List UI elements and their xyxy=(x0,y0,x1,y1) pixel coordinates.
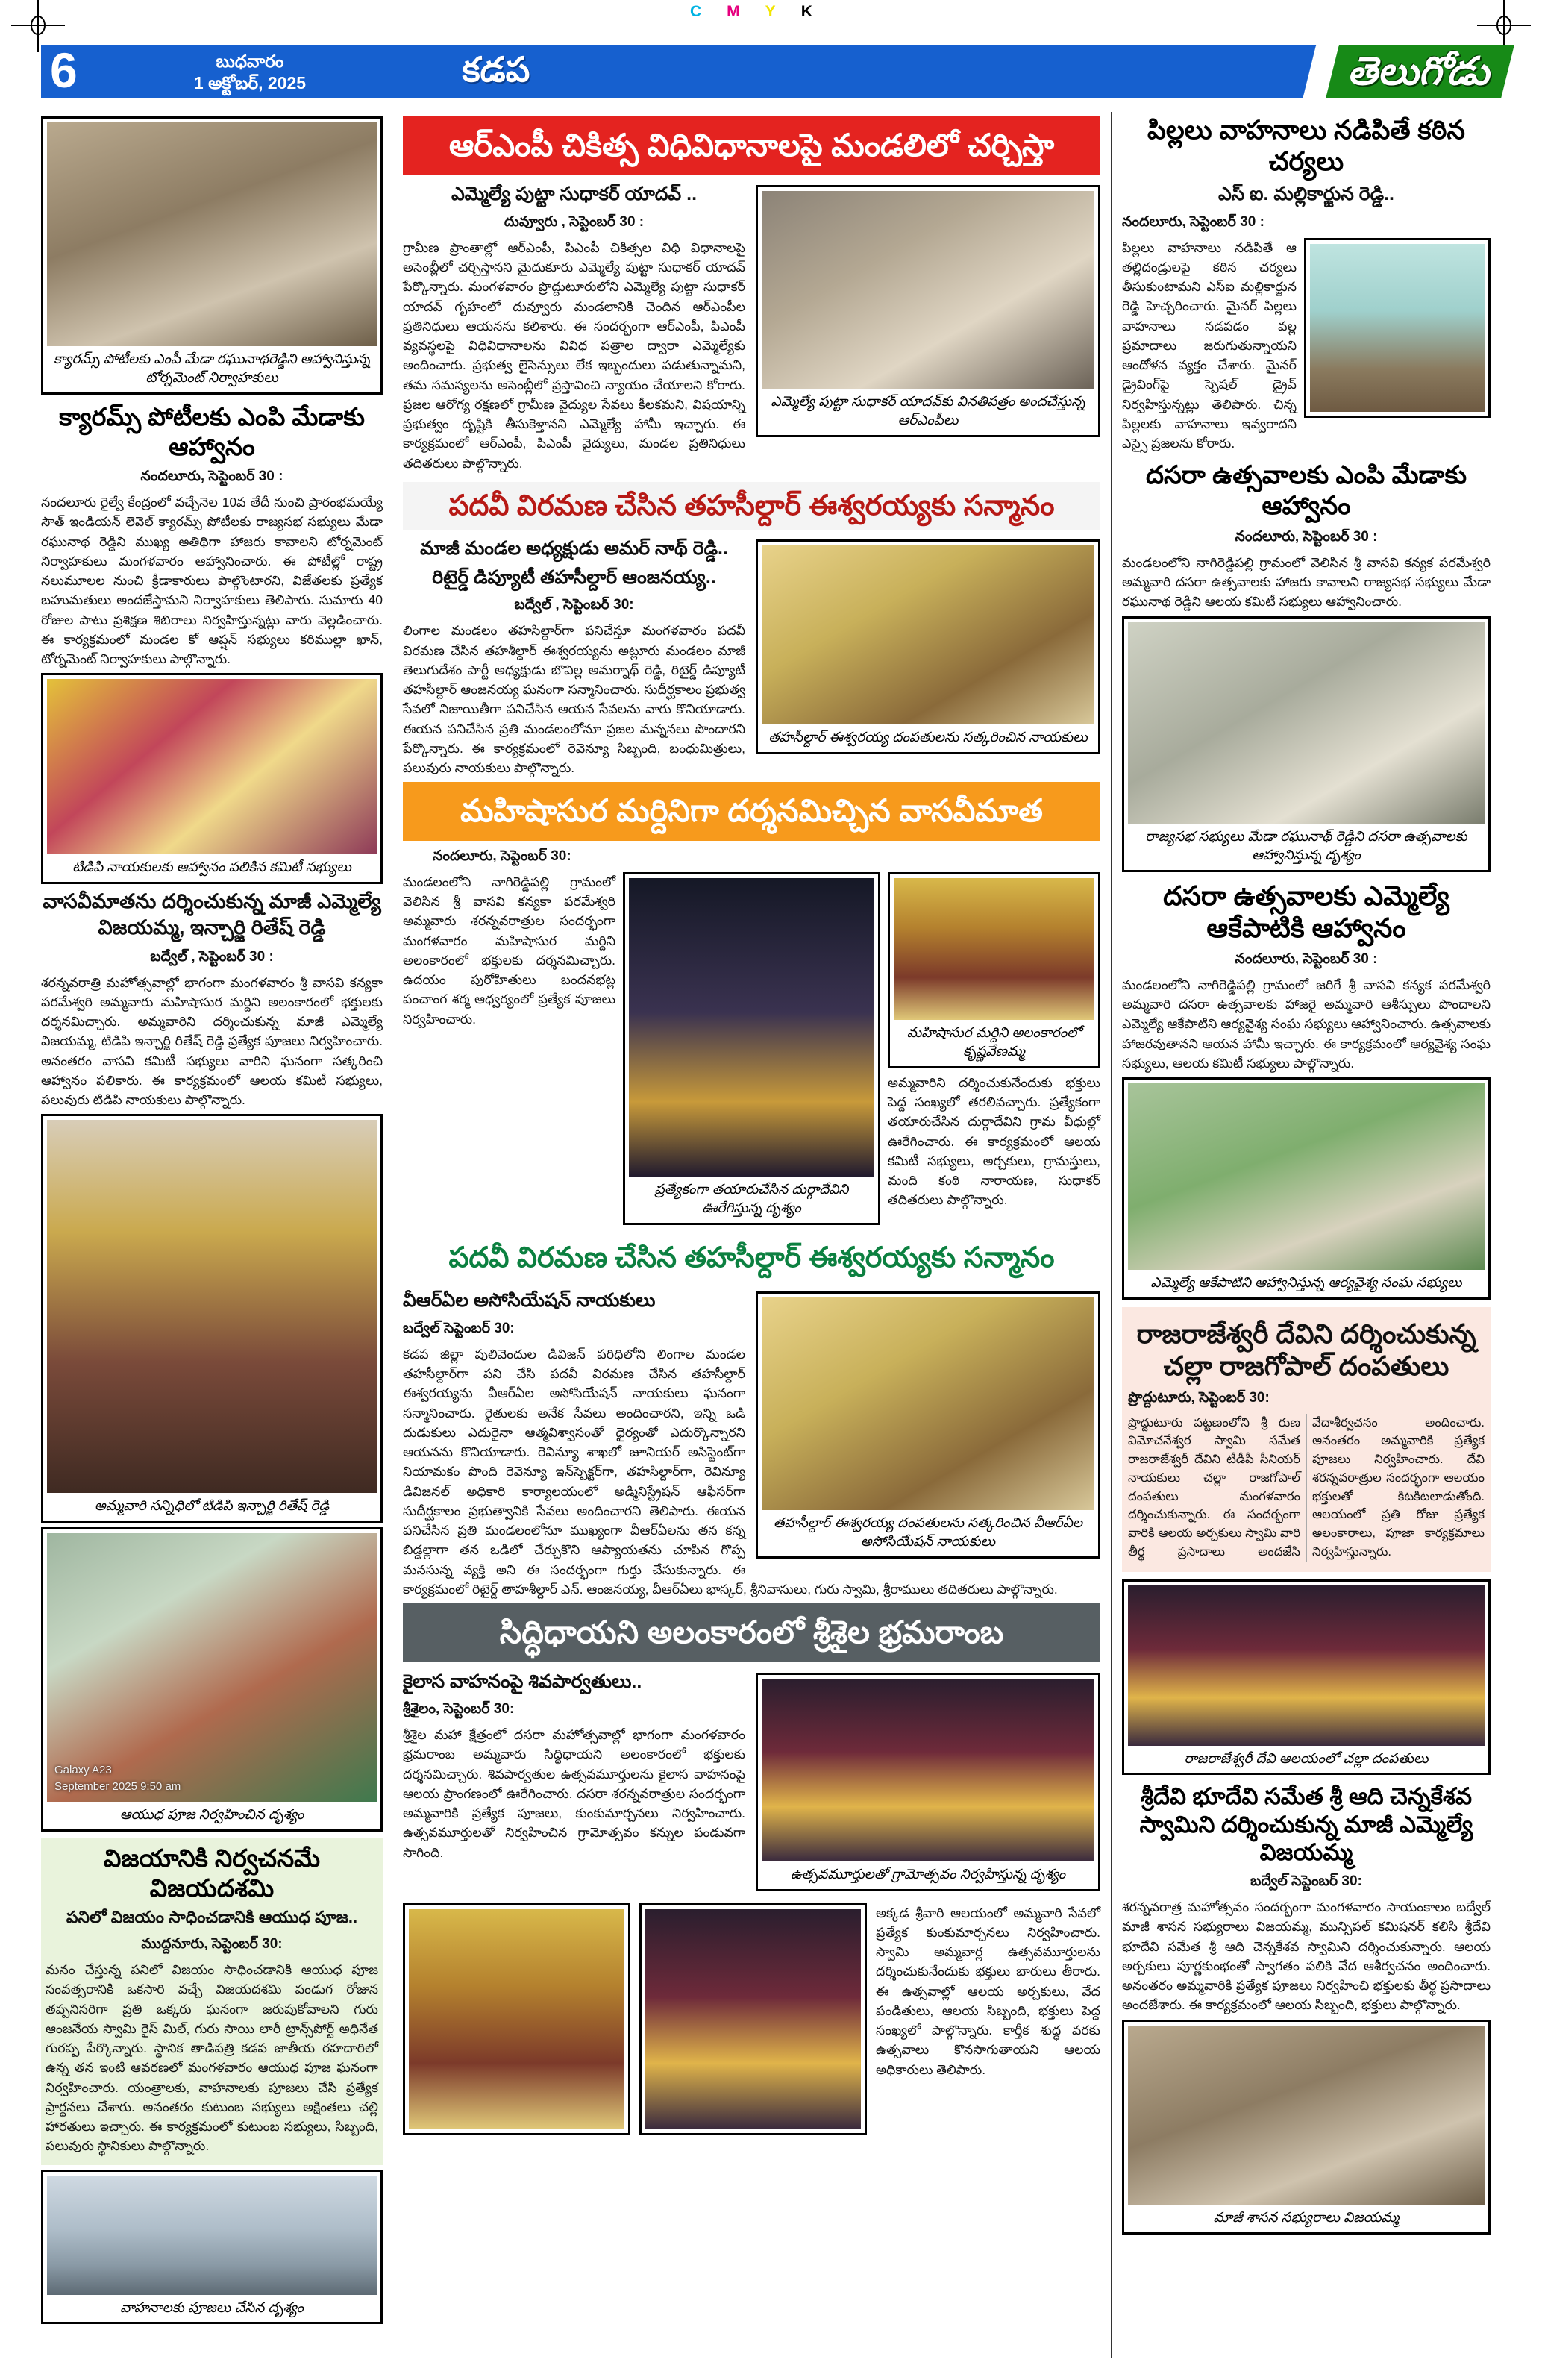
photo-mla-invite xyxy=(1122,1077,1491,1300)
center-column xyxy=(392,112,1112,2358)
headline: దసరా ఉత్సవాలకు ఎంపి మేడాకు ఆహ్వానం xyxy=(1146,461,1467,521)
article-body: నందలూరు రైల్వే కేంద్రంలో వచ్చేనెల 10వ తేదీ నుంచి ప్రారంభమయ్యే సౌత్ ఇండియన్ లెవెల్ క్యారమ్స్ పోటీలకు రాజ్యసభ సభ్యులు మేడా రఘునాథ రెడ్డిని ముఖ్య అతిథిగా హాజరు కావాలని టోర్నమెంట్ నిర్వాహకులు మంగళవారం ఆహ్వానించారు. ఈ పోటీల్లో రాష్ట్ర నలుమూలల నుంచి క్రీడాకారులు పాల్గొంటారని, విజేతలకు ప్రత్యేక బహుమతులు అందజేస్తామని నిర్వాహకులు తెలిపారు. సుమారు 40 రోజుల పాటు ప్రశిక్షణ శిబిరాలు నిర్వహిస్తున్నట్లు వారు వెల్లడించారు. ఈ కార్యక్రమంలో మండల కో ఆప్షన్ సభ్యులు కరిముల్లా ఖాన్, టోర్నమెంట్ నిర్వాహకులు పాల్గొన్నారు. xyxy=(41,495,383,667)
photo-challa-couple xyxy=(1122,1579,1491,1776)
felicitation-photo xyxy=(762,1297,1094,1510)
bottom-photo-row xyxy=(403,1903,1100,2135)
photo-caption: రాజ్యసభ సభ్యులు మేడా రఘునాథ్ రెడ్డిని దసరా ఉత్సవాలకు ఆహ్వానిస్తున్న దృశ్యం xyxy=(1145,827,1467,862)
subhead: కైలాస వాహనంపై శివపార్వతులు.. xyxy=(403,1670,642,1692)
photo-durga-procession xyxy=(623,872,880,1225)
photo-caption: ప్రత్యేకంగా తయారుచేసిన దుర్గాదేవిని ఊరేగిస్తున్న దృశ్యం xyxy=(654,1180,849,1215)
photo-caption: క్యారమ్స్ పోటీలకు ఎంపీ మేడా రఘునాథరెడ్డిని ఆహ్వానిస్తున్న టోర్నమెంట్ నిర్వాహకులు xyxy=(54,351,370,385)
headline: రాజరాజేశ్వరీ దేవిని దర్శించుకున్న చల్లా రాజగోపాల్ దంపతులు xyxy=(1136,1318,1476,1382)
article-chennakesava-darshan xyxy=(1122,1782,1491,2234)
headline: శ్రీదేవి భూదేవి సమేత శ్రీ ఆది చెన్నకేశవ స్వామిని దర్శించుకున్న మాజీ ఎమ్మెల్యే విజయమ్మ xyxy=(1139,1783,1473,1865)
photo-caption: ఆయుధ పూజ నిర్వహించిన దృశ్యం xyxy=(119,1806,304,1823)
edition-name: కడప xyxy=(462,50,530,89)
date-block xyxy=(153,51,347,94)
dateline: నందలూరు, సెప్టెంబర్ 30 : xyxy=(1122,213,1264,230)
left-column xyxy=(41,112,392,2358)
banner-headline: మహిషాసుర మర్దినిగా దర్శనమిచ్చిన వాసవీమాత xyxy=(403,782,1100,840)
content-columns xyxy=(41,112,1501,2358)
cyan-mark: C xyxy=(690,3,702,20)
subhead: ఎస్ ఐ. మల్లికార్జున రెడ్డి.. xyxy=(1218,184,1394,204)
photo-vijayamma xyxy=(1122,2020,1491,2235)
dateline: నందలూరు, సెప్టెంబర్ 30: xyxy=(433,848,571,864)
banner-headline: సిద్ధిధాయని అలంకారంలో శ్రీశైల భ్రమరాంబ xyxy=(403,1603,1100,1662)
temple-photo xyxy=(1128,1585,1485,1746)
temple-photo xyxy=(762,1679,1094,1861)
photo-caption: తహసీల్దార్ ఈశ్వరయ్య దంపతులను సత్కరించిన నాయకులు xyxy=(768,729,1088,745)
photo-caption: ఎమ్మెల్యే ఆకేపాటిని ఆహ్వానిస్తున్న ఆర్యవైశ్య సంఘ సభ్యులు xyxy=(1150,1274,1462,1291)
article-body: మండలంలోని నాగిరెడ్డిపల్లి గ్రామంలో జరిగే శ్రీ వాసవి కన్యక పరమేశ్వరి అమ్మవారి దసరా ఉత్సవాలకు హాజరై అమ్మవారి ఆశీస్సులు పొందాలని ఎమ్మెల్యే ఆకేపాటిని ఆర్యవైశ్య సంఘ సభ్యులు ఆహ్వానించారు. ఉత్సవాలకు హాజరవుతానని ఆయన హామీ ఇచ్చారు. ఈ కార్యక్రమంలో ఆర్యవైశ్య సంఘ సభ్యులు, ఆలయ కమిటీ సభ్యులు పాల్గొన్నారు. xyxy=(1122,977,1491,1071)
article-dasara-mp-meda xyxy=(1122,460,1491,871)
article-srisaila-bhramaramba xyxy=(403,1603,1100,2135)
photo-caption: తహసీల్దార్ ఈశ్వరయ్య దంపతులను సత్కరించిన వీఆర్ఏల అసోసియేషన్ నాయకులు xyxy=(773,1515,1083,1550)
article-panel xyxy=(1122,1307,1491,1571)
dateline: నందలూరు, సెప్టెంబర్ 30 : xyxy=(140,469,283,485)
headline: పదవీ విరమణ చేసిన తహసీల్దార్ ఈశ్వరయ్యకు సన్మానం xyxy=(403,482,1100,531)
garland-photo xyxy=(47,679,377,854)
photo-vehicles xyxy=(41,2170,383,2325)
photo-gramotsavam xyxy=(756,1673,1100,1891)
photo-watermark: September 2025 9:50 am xyxy=(54,1780,181,1794)
headline: వాసవీమాతను దర్శించుకున్న మాజీ ఎమ్మెల్యే విజయమ్మ, ఇన్చార్జి రితేష్ రెడ్డి xyxy=(43,890,381,939)
newspaper-logo: తెలుగోడు xyxy=(1347,50,1489,93)
headline: క్యారమ్స్ పోటీలకు ఎంపి మేడాకు ఆహ్వానం xyxy=(59,402,365,460)
indoor-photo xyxy=(1128,2026,1485,2205)
subhead: ఎమ్మెల్యే పుట్టా సుధాకర్ యాదవ్ .. xyxy=(451,184,698,205)
article-tahsildar-felicitation-2 xyxy=(403,1234,1100,1599)
text-column xyxy=(403,872,615,1225)
dateline: ముద్దనూరు, సెప్టెంబర్ 30: xyxy=(141,1936,283,1952)
photo-caption: రాజరాజేశ్వరీ దేవి ఆలయంలో చల్లా దంపతులు xyxy=(1184,1750,1429,1766)
photo-caption: ఎమ్మెల్యే పుట్టా సుధాకర్ యాదవ్‌కు వినతిపత్రం అందచేస్తున్న ఆర్ఎంపీలు xyxy=(771,393,1085,428)
photo-tdp-welcome xyxy=(41,673,383,884)
felicitation-photo xyxy=(762,545,1094,724)
group-photo xyxy=(1128,622,1485,824)
article-body: అమ్మవారిని దర్శించుకునేందుకు భక్తులు పెద్ద సంఖ్యలో తరలివచ్చారు. ప్రత్యేకంగా తయారుచేసిన దుర్గాదేవిని గ్రామ వీధుల్లో ఊరేగించారు. ఈ కార్యక్రమంలో ఆలయ కమిటీ సభ్యులు, అర్చకులు, గ్రామస్తులు, మంది కంఠి నారాయణ, సుధాకర్ తదితరులు పాల్గొన్నారు. xyxy=(888,1074,1100,1208)
article-body: అక్కడ శ్రీవారి ఆలయంలో అమ్మవారి సేవలో ప్రత్యేక కుంకుమార్చనలు నిర్వహించారు. స్వామి అమ్మవార్ల ఉత్సవమూర్తులను దర్శించుకునేందుకు భక్తులు బారులు తీరారు. ఈ ఉత్సవాల్లో ఆలయ అర్చకులు, వేద పండితులు, ఆలయ సిబ్బంది, భక్తులు పెద్ద సంఖ్యలో పాల్గొన్నారు. కార్తీక శుద్ధ వరకు ఉత్సవాలు కొనసాగుతాయని ఆలయ అధికారులు తెలిపారు. xyxy=(876,1905,1100,2077)
article-body: మండలంలోని నాగిరెడ్డిపల్లి గ్రామంలో వెలిసిన శ్రీ వాసవి కన్యక పరమేశ్వరి అమ్మవారి దసరా ఉత్సవాలకు హాజరు కావాలని రాజ్యసభ సభ్యులు మేడా రఘునాథ రెడ్డిని ఆలయ కమిటీ సభ్యులు ఆహ్వానించారు. xyxy=(1122,554,1491,610)
article-panel xyxy=(41,1838,383,2164)
priest-photo xyxy=(47,1120,377,1493)
photo-mp-invite xyxy=(1122,616,1491,872)
article-body: శరన్నవరాత్ర మహోత్సవం సందర్భంగా మంగళవారం సాయంకాలం బద్వేల్ మాజీ శాసన సభ్యురాలు విజయమ్మ, మున్సిపల్ కమిషనర్ కలిసి శ్రీదేవి భూదేవి సమేత శ్రీ ఆది చెన్నకేశవ స్వామిని దర్శించుకున్నారు. ఆలయ అర్చకులు పూర్ణకుంభంతో స్వాగతం పలికి వేద ఆశీర్వచనం అందించారు. అనంతరం అమ్మవారికి ప్రత్యేక పూజలు నిర్వహించి భక్తులకు తీర్థ ప్రసాదాలు అందజేశారు. ఈ కార్యక్రమంలో ఆలయ సిబ్బంది, భక్తులు పాల్గొన్నారు. xyxy=(1122,1900,1491,2013)
magenta-mark: M xyxy=(727,3,740,20)
photo-caption: అమ్మవారి సన్నిధిలో టిడిపి ఇన్చార్జి రితేష్ రెడ్డి xyxy=(94,1497,330,1514)
photo-caption: ఉత్సవమూర్తులతో గ్రామోత్సవం నిర్వహిస్తున్న దృశ్యం xyxy=(790,1865,1066,1882)
article-rmp-discussion xyxy=(403,116,1100,473)
meeting-photo xyxy=(762,191,1094,389)
photo-carroms-invite xyxy=(41,116,383,395)
article-vasavi-mata-left xyxy=(41,673,383,1523)
pooja-photo xyxy=(47,1533,377,1802)
photo-felicitation xyxy=(756,539,1100,754)
headline: పిల్లలు వాహనాలు నడిపితే కఠిన చర్యలు xyxy=(1147,116,1465,176)
right-column xyxy=(1112,112,1491,2358)
black-mark: K xyxy=(800,3,812,20)
photo-ritesh-reddy xyxy=(41,1114,383,1523)
article-vijayadashami xyxy=(41,1527,383,2324)
deity-photo xyxy=(894,878,1094,1020)
page-number: 6 xyxy=(50,43,78,98)
date: 1 అక్టోబర్, 2025 xyxy=(193,72,307,93)
photo-si xyxy=(1304,238,1491,418)
headline: దసరా ఉత్సవాలకు ఎమ్మెల్యే ఆకేపాటికి ఆహ్వానం xyxy=(1163,880,1449,943)
subhead: పనిలో విజయం సాధించడానికి ఆయుధ పూజ.. xyxy=(66,1908,358,1927)
photo-deity-closeup-2 xyxy=(639,1903,867,2135)
photo-caption: మాజీ శాసన సభ్యురాలు విజయమ్మ xyxy=(1213,2208,1400,2225)
dateline: బద్వేల్ , సెప్టెంబర్ 30: xyxy=(514,597,634,613)
article-rajarajeswari-darshan xyxy=(1122,1307,1491,1775)
dateline: నందలూరు, సెప్టెంబర్ 30 : xyxy=(1235,951,1378,967)
carroms-photo xyxy=(47,122,377,346)
outdoor-photo xyxy=(1128,1083,1485,1270)
police-photo xyxy=(1310,244,1485,412)
photo-memorandum xyxy=(756,185,1100,437)
photo-caption: మహిషాసుర మర్దిని అలంకారంలో కృష్ణవేణమ్మ xyxy=(906,1024,1082,1059)
photo-caption: టిడిపి నాయకులకు ఆహ్వానం పలికిన కమిటీ సభ్యులు xyxy=(72,859,351,875)
vehicles-photo xyxy=(47,2176,377,2295)
photo-caption: వాహనాలకు పూజలు చేసిన దృశ్యం xyxy=(120,2299,304,2315)
cmyk-marks xyxy=(690,3,838,21)
headline: పదవీ విరమణ చేసిన తహసీల్దార్ ఈశ్వరయ్యకు సన్మానం xyxy=(448,1241,1055,1274)
dateline: బద్వేల్ సెప్టెంబర్ 30: xyxy=(1250,1873,1362,1890)
article-carroms xyxy=(41,116,383,668)
subhead: మాజీ మండల అధ్యక్షుడు అమర్ నాథ్ రెడ్డి.. xyxy=(420,538,728,560)
deity-photo xyxy=(645,1909,861,2129)
article-body: గ్రామీణ ప్రాంతాల్లో ఆర్ఎంపీ, పిఎంపీ చికిత్సల విధి విధానాలపై అసెంబ్లీలో చర్చిస్తానని మైదుకూరు ఎమ్మెల్యే పుట్టా సుధాకర్ యాదవ్ పేర్కొన్నారు. మంగళవారం ప్రొద్దుటూరులోని ఎమ్మెల్యే పుట్టా సుధాకర్ యాదవ్ గృహంలో దువ్వూరు మండలానికి చెందిన ఆర్ఎంపీల ప్రతినిధులు ఆయనను కలిశారు. ఈ సందర్భంగా ఆర్ఎంపీ, పిఎంపీ వ్యవస్థలపై విధివిధానాలను వివిధ పత్రాల ద్వారా ఎమ్మెల్యేకు అందించారు. ప్రభుత్వ లైసెన్సులు లేక ఇబ్బందులు పడుతున్నామని, తమ సమస్యలను అసెంబ్లీలో ప్రస్తావించి న్యాయం చేయాలని కోరారు. ప్రజల ఆరోగ్య రక్షణలో గ్రామీణ వైద్యుల సేవలు కీలకమని, విషయాన్ని ప్రభుత్వం దృష్టికి తీసుకెళ్తానని ఎమ్మెల్యే హామీ ఇచ్చారు. ఈ కార్యక్రమంలో ఆర్ఎంపీ, పిఎంపీ వైద్యులు, మండల ప్రతినిధులు తదితరులు పాల్గొన్నారు. xyxy=(403,239,745,471)
article-body: లింగాల మండలం తహసిల్దార్‌గా పనిచేస్తూ మంగళవారం పదవీ విరమణ చేసిన తహశీల్దార్ ఈశ్వరయ్యను అట్లూరు మండలం మాజీ తెలుగుదేశం పార్టీ అధ్యక్షుడు బొవిల్ల అమర్నాథ్ రెడ్డి, రిటైర్డ్ డిప్యూటీ తహసీల్దార్ ఆంజనయ్య ఘనంగా సన్మానించారు. సుదీర్ఘకాలం ప్రభుత్వ సేవలో నిజాయితీగా పనిచేసిన ఆయన సేవలను వారు కొనియాడారు. ఈయన పనిచేసిన ప్రతి మండలంలోనూ ప్రజల మన్ననలు పొందారని పేర్కొన్నారు. ఈ కార్యక్రమంలో రెవెన్యూ సిబ్బంది, బంధుమిత్రులు, పలువురు నాయకులు పాల్గొన్నారు. xyxy=(403,623,745,776)
yellow-mark: Y xyxy=(765,3,776,20)
dateline: శ్రీశైలం, సెప్టెంబర్ 30: xyxy=(403,1701,515,1717)
article-body: శ్రీశైల మహా క్షేత్రంలో దసరా మహోత్సవాల్లో భాగంగా మంగళవారం భ్రమరాంబ అమ్మవారు సిద్ధిధాయని అలంకారంలో భక్తులకు దర్శనమిచ్చారు. శివపార్వతుల ఉత్సవమూర్తులను కైలాస వాహనంపై ఆలయ ప్రాంగణంలో ఊరేగించారు. దసరా శరన్నవరాత్రుల సందర్భంగా అమ్మవారికి ప్రత్యేక పూజలు, కుంకుమార్చనలు నిర్వహించారు. ఉత్సవమూర్తులతో నిర్వహించిన గ్రామోత్సవం కన్నుల పండువగా సాగింది. xyxy=(403,1727,745,1860)
photo-krishnavenamma xyxy=(888,872,1100,1068)
article-body: ప్రొద్దుటూరు పట్టణంలోని శ్రీ రుణ విమోచనేశ్వర స్వామి సమేత రాజరాజేశ్వరీ దేవిని టీడీపీ సీనియర్ నాయకులు చల్లా రాజగోపాల్ దంపతులు మంగళవారం దర్శించుకున్నారు. ఈ సందర్భంగా వారికి ఆలయ అర్చకులు స్వామి వారి తీర్థ ప్రసాదాలు అందజేసి వేదాశీర్వచనం అందించారు. అనంతరం అమ్మవారికి ప్రత్యేక పూజలు నిర్వహించారు. దేవి శరన్నవరాత్రుల సందర్భంగా ఆలయం భక్తులతో కిటకిటలాడుతోంది. ఆలయంలో ప్రతి రోజు ప్రత్యేక అలంకారాలు, పూజా కార్యక్రమాలు నిర్వహిస్తున్నారు. xyxy=(1128,1415,1485,1559)
subhead: రిటైర్డ్ డిప్యూటీ తహసీల్దార్ ఆంజనయ్య.. xyxy=(432,566,716,588)
article-minor-driving xyxy=(1122,115,1491,453)
dateline: దువ్వూరు , సెప్టెంబర్ 30 : xyxy=(504,213,645,230)
article-body: కడప జిల్లా పులివెందుల డివిజన్ పరిధిలోని లింగాల మండల తహసీల్దార్‌గా పని చేసి పదవీ విరమణ చేసిన తహసీల్దార్ ఈశ్వరయ్యను వీఆర్ఏల అసోసియేషన్ నాయకులు ఘనంగా సన్మానించారు. రైతులకు అనేక సేవలు అందించారని, ఇన్ని ఒడి దుడుకులు ఎదురైనా ఆత్మవిశ్వాసంతో ధైర్యంతో ఎదుర్కొన్నారని ఆయనను కొనియాడారు. రెవిన్యూ శాఖలో జూనియర్ అసిస్టెంట్‌గా నియామకం పొంది రెవెన్యూ ఇన్‌స్పెక్టర్‌గా, తహసిల్దార్‌గా, రెవిన్యూ డివిజనల్ అధికారి కార్యాలయంలో అడ్మినిస్ట్రేషన్ ఆఫీసర్‌గా సుదీర్ఘకాలం ప్రభుత్వానికి సేవలు అందించారని తెలిపారు. ఈయన పనిచేసిన ప్రతి మండలంలోనూ ముఖ్యంగా వీఆర్ఏలను తన కన్న బిడ్డల్లాగా తన ఒడిలో చేర్చుకొని ఆప్యాయతను చూపిన గొప్ప మనసున్న వ్యక్తి అని ఈ సందర్భంగా గుర్తు చేసుకున్నారు. ఈ కార్యక్రమంలో రిటైర్డ్ తాహశీల్దార్ ఎన్. ఆంజనయ్య, వీఆర్ఏలు భాస్కర్, శ్రీనివాసులు, గురు స్వామి, శ్రీరాములు తదితరులు పాల్గొన్నారు. xyxy=(403,1346,1058,1597)
article-layout-row xyxy=(403,872,1100,1225)
article-dasara-mla-akepati xyxy=(1122,880,1491,1300)
article-body: పిల్లలు వాహనాలు నడిపితే ఆ తల్లిదండ్రులపై కఠిన చర్యలు తీసుకుంటామని ఎస్ఐ మల్లికార్జున రెడ్డి హెచ్చరించారు. మైనర్ పిల్లలు వాహనాలు నడపడం వల్ల ప్రమాదాలు జరుగుతున్నాయని ఆందోళన వ్యక్తం చేశారు. మైనర్ డ్రైవింగ్‌పై స్పెషల్ డ్రైవ్ నిర్వహిస్తున్నట్లు తెలిపారు. చిన్న పిల్లలకు వాహనాలు ఇవ్వరాదని ఎస్సై ప్రజలను కోరారు. xyxy=(1122,239,1297,451)
dateline: బద్వేల్ , సెప్టెంబర్ 30 : xyxy=(150,948,274,965)
weekday: బుధవారం xyxy=(216,51,284,71)
article-body: మనం చేస్తున్న పనిలో విజయం సాధించడానికి ఆయుధ పూజ సంవత్సరానికి ఒకసారి వచ్చే విజయదశమి పండుగ రోజున తప్పనిసరిగా ప్రతి ఒక్కరు ఘనంగా జరుపుకోవాలని గురు ఆంజనేయ స్వామి రైస్ మిల్, గురు సాయి లారీ ట్రాన్స్‌పోర్ట్ అధినేత గురప్ప పేర్కొన్నారు. స్థానిక తాడిపత్రి కడప జాతీయ రహదారిలో ఉన్న తన ఇంటి ఆవరణలో మంగళవారం ఆయుధ పూజ ఘనంగా నిర్వహించారు. యంత్రాలకు, వాహనాలకు పూజలు చేసి ప్రత్యేక ప్రార్థనలు చేశారు. అనంతరం కుటుంబ సభ్యులు అక్షింతలు చల్లి హారతులు ఇచ్చారు. ఈ కార్యక్రమంలో కుటుంబ సభ్యులు, సిబ్బంది, పలువురు స్థానికులు పాల్గొన్నారు. xyxy=(46,1962,378,2154)
article-tahsildar-felicitation-1 xyxy=(403,482,1100,778)
text-column xyxy=(888,872,1100,1225)
banner-headline: ఆర్ఎంపీ చికిత్స విధివిధానాలపై మండలిలో చర్చిస్తా xyxy=(403,116,1100,175)
headline: విజయానికి నిర్వచనమే విజయదశమి xyxy=(103,1844,321,1902)
deity-photo xyxy=(409,1909,624,2129)
photo-deity-closeup-1 xyxy=(403,1903,630,2135)
procession-photo xyxy=(629,878,874,1177)
photo-vra-felicitation xyxy=(756,1291,1100,1559)
subhead: వీఆర్ఏల అసోసియేషన్ నాయకులు xyxy=(403,1290,656,1312)
article-body: మండలంలోని నాగిరెడ్డిపల్లి గ్రామంలో వెలిసిన శ్రీ వాసవి కన్యకా పరమేశ్వరి అమ్మవారు శరన్నవరాత్రుల సందర్భంగా మంగళవారం మహిషాసుర మర్దిని అలంకారంలో భక్తులకు దర్శనమిచ్చారు. ఉదయం పురోహితులు బందనభట్ల పంచాంగ శర్మ ఆధ్వర్యంలో ప్రత్యేక పూజలు నిర్వహించారు. xyxy=(403,874,615,1027)
dateline: ప్రొద్దుటూరు, సెప్టెంబర్ 30: xyxy=(1128,1389,1270,1406)
dateline: నందలూరు, సెప్టెంబర్ 30 : xyxy=(1235,528,1378,545)
article-mahishasura-vasavi xyxy=(403,782,1100,1224)
dateline: బద్వేల్ సెప్టెంబర్ 30: xyxy=(403,1320,515,1336)
article-body: శరన్నవరాత్రి మహోత్సవాల్లో భాగంగా మంగళవారం శ్రీ వాసవి కన్యకా పరమేశ్వరి అమ్మవారు మహిషాసుర మర్దిని అలంకారంలో భక్తులకు దర్శనమిచ్చారు. అమ్మవారిని దర్శించుకున్న మాజీ ఎమ్మెల్యే విజయమ్మ, టిడిపి ఇన్చార్జి రితేష్ రెడ్డి ప్రత్యేక పూజలు నిర్వహించారు. అనంతరం వాసవి కమిటీ సభ్యులు వారిని ఘనంగా సత్కరించి ఆహ్వానం పలికారు. ఈ కార్యక్రమంలో ఆలయ కమిటీ సభ్యులు, పలువురు టిడిపి నాయకులు పాల్గొన్నారు. xyxy=(41,974,383,1108)
photo-watermark: Galaxy A23 xyxy=(54,1764,112,1777)
photo-ayudha-pooja xyxy=(41,1527,383,1832)
masthead xyxy=(41,45,1501,98)
